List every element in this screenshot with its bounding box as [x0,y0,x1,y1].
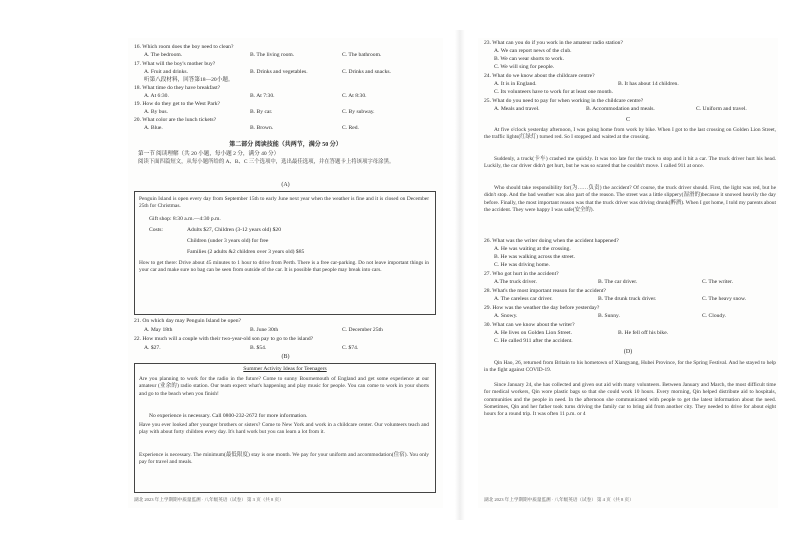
passage-c-para-1: At five o'clock yesterday afternoon, I was going home from work by bike. When I got to the last crossing on Golden Lion Street, the traffic lights(红绿灯) turned red. So I stopped and waited at the crossing. [484,127,776,141]
left-footer: 湖北 2023 年上学期期中质量监测 · 八年级英语（试卷） 第 3 页（共 8 页） [134,497,284,502]
q23-opt-a: A. We can report news of the club. [494,48,572,54]
costs-label: Costs: [149,227,163,233]
q20-opt-b: B. Brown. [250,125,274,131]
q16-opt-b: B. The living room. [250,52,295,58]
q17-opt-b: B. Drinks and vegetables. [250,69,308,75]
radio-paragraph: Are you planning to work for the radio in the future? Come to sunny Bournemouth of England and get some experience at our amateur (业余的) radio station. Our team expect what's happening and play music for people. You can come to work in your shorts and go to the beach when you finish! [139,376,429,397]
question-27: 27. Who got hurt in the accident? [484,271,559,277]
q29-opt-a: A. Snowy. [494,313,518,319]
q28-opt-a: A. The careless car driver. [494,296,553,302]
q26-opt-a: A. He was waiting at the crossing. [494,246,571,252]
q25-opt-b: B. Accommodation and meals. [586,106,655,112]
passage-note: 听第八段材料，回答第18—20小题。 [144,77,234,83]
part-title: 第二部分 阅读技能（共两节，满分 50 分） [229,142,342,148]
q20-opt-a: A. Blue. [144,125,163,131]
question-30: 30. What can we know about the writer? [484,322,575,328]
q28-opt-c: C. The heavy snow. [702,296,747,302]
q24-opt-c: C. Its volunteers have to work for at least one month. [494,89,613,95]
passage-a-label: (A) [281,182,290,188]
childcare-paragraph: Have you ever looked after younger brothers or sisters? Come to New York and work in a childcare center. Our volunteers teach and play with about forty children every day. It's hard work but you can learn a lot from it. [139,422,429,436]
q27-opt-b: B. The car driver. [598,279,638,285]
q23-opt-b: B. We can wear shorts to work. [494,56,564,62]
summer-activity-title: Summer Activity Ideas for Teenagers [243,366,327,372]
q21-opt-c: C. December 25th [342,327,383,333]
passage-d-label: (D) [623,349,633,355]
question-16: 16. Which room does the boy need to clean? [134,44,234,50]
childcare-note: Experience is necessary. The minimum(最低限度) stay is one month. We pay for your uniform and accommodation(住宿). You only pay for travel and meals. [139,452,429,466]
cost-infants: Children (under 3 years old) for free [187,238,269,244]
q19-opt-c: C. By subway. [342,109,375,115]
question-23: 23. What can you do if you work in the amateur radio station? [484,40,623,46]
passage-c-para-2: Suddenly, a truck(卡车) crashed me quickly. It was too late for the truck to stop and it hit a car. The truck driver hurt his head. Luckily, the car driver didn't get hurt, but he was so scared that he couldn't move. I called 911 at once. [484,156,776,170]
directions: How to get there: Drive about 45 minutes to 1 hour to drive from Perth. There is a free car-parking. Do not leave important things in your car and make sure no bag can be seen from outside of the car. It is possible that people may break into cars. [139,260,429,274]
q30-opt-c: C. He called 911 after the accident. [494,338,573,344]
q18-opt-b: B. At 7:30. [250,93,275,99]
q25-opt-a: A. Meals and travel. [494,106,540,112]
section-title: 第一节 阅读理解（共 20 小题，每小题 2 分，满分 40 分） [138,151,280,157]
question-20: 20. What color are the lunch tickets? [134,117,217,123]
passage-c-para-3: Who should take responsibility for(为……负责) the accident? Of course, the truck driver should. First, the light was red, but he didn't stop. And the bad weather was also part of the reason. The street was a little slippery(湿滑的)because it snowed heavily the day before. Finally, the most important reason was that the truck driver was driving drunk(醉酒). When I got home, I told my parents about the accident. They were happy I was safe(安全的). [484,185,776,213]
q27-opt-c: C. The writer. [702,279,733,285]
right-footer: 湖北 2023 年上学期期中质量监测 · 八年级英语（试卷） 第 4 页（共 8 页） [484,497,634,502]
q22-opt-a: A. $27. [144,345,161,351]
q28-opt-b: B. The drunk truck driver. [598,296,657,302]
q18-opt-a: A. At 6:30. [144,93,169,99]
q27-opt-a: A.The truck driver. [494,279,537,285]
q20-opt-c: C. Red. [342,125,359,131]
right-page [478,38,778,508]
q22-opt-b: B. $54. [250,345,267,351]
question-26: 26. What was the writer doing when the accident happened? [484,238,619,244]
q30-opt-a: A. He lives on Golden Lion Street. [494,330,572,336]
cost-families: Families (2 adults &2 children over 3 years old) $85 [187,249,305,255]
q26-opt-b: B. He was walking across the street. [494,254,576,260]
question-22: 22. How much will a couple with their two-year-old son pay to go to the island? [134,336,314,342]
q17-opt-a: A. Fruit and drinks. [144,69,188,75]
q24-opt-b: B. It has about 14 children. [618,81,679,87]
q30-opt-b: B. He fell off his bike. [618,330,669,336]
page-gutter [455,30,465,520]
cost-adults: Adults $27, Children (3-12 years old) $20 [187,227,281,233]
left-page [128,38,443,508]
passage-b-box [134,363,436,493]
question-21: 21. On which day may Penguin Island be open? [134,318,242,324]
question-24: 24. What do we know about the childcare centre? [484,73,595,79]
q23-opt-c: C. We will sing for people. [494,64,555,70]
q18-opt-c: C. At 8:30. [342,93,367,99]
q21-opt-b: B. June 30th [250,327,279,333]
q17-opt-c: C. Drinks and snacks. [342,69,391,75]
q16-opt-c: C. The bathroom. [342,52,382,58]
q16-opt-a: A. The bedroom. [144,52,183,58]
q26-opt-c: C. He was driving home. [494,262,550,268]
instructions: 阅读下面四篇短文，从每小题所给的 A、B、C 三个选项中，选出最佳选项，并在答题卡上将该项字母涂黑。 [138,159,395,165]
q29-opt-c: C. Cloudy. [702,313,727,319]
q22-opt-c: C. $74. [342,345,359,351]
q21-opt-a: A. May 18th [144,327,173,333]
radio-note: No experience is necessary. Call 0800-232-2672 for more information. [149,413,308,419]
passage-d-para-2: Since January 24, she has collected and given out aid with many volunteers. Between January and March, the most difficult time for medical workers, Qin wore plastic bags so that she could work 10 hours. Every morning, Qin helped distribute aid to hospitals, communities and the people in need. In the afternoon she communicated with people to get the latest information about the need. Sometimes, Qin and her father took turns driving the family car to bring aid from another city. They needed to drive for about eight hours for a round trip. It was often 11 p.m. or 4 [484,382,776,418]
question-17: 17. What will the boy's mother buy? [134,61,216,67]
penguin-intro: Penguin Island is open every day from September 15th to early June next year when the weather is fine and it is closed on December 25th for Christmas. [139,196,429,210]
q19-opt-a: A. By bus. [144,109,168,115]
q25-opt-c: C. Uniform and travel. [696,106,747,112]
passage-c-label: C [625,117,630,123]
question-28: 28. What's the most important reason for the accident? [484,288,606,294]
question-18: 18. What time do they have breakfast? [134,85,221,91]
passage-a-box [134,191,436,315]
q24-opt-a: A. It is in England. [494,81,537,87]
question-19: 19. How do they get to the West Park? [134,101,220,107]
question-29: 29. How was the weather the day before yesterday? [484,305,600,311]
passage-b-label: (B) [281,354,290,360]
gift-shop-hours: Gift shop: 8:30 a.m.—4:30 p.m. [149,216,221,222]
question-25: 25. What do you need to pay for when working in the childcare centre? [484,98,644,104]
passage-d-para-1: Qin Hao, 26, returned from Britain to his hometown of Xiangyang, Hubei Province, for the Spring Festival. And he stayed to help in the fight against COVID-19. [484,360,776,374]
q19-opt-b: B. By car. [250,109,273,115]
q29-opt-b: B. Sunny. [598,313,620,319]
